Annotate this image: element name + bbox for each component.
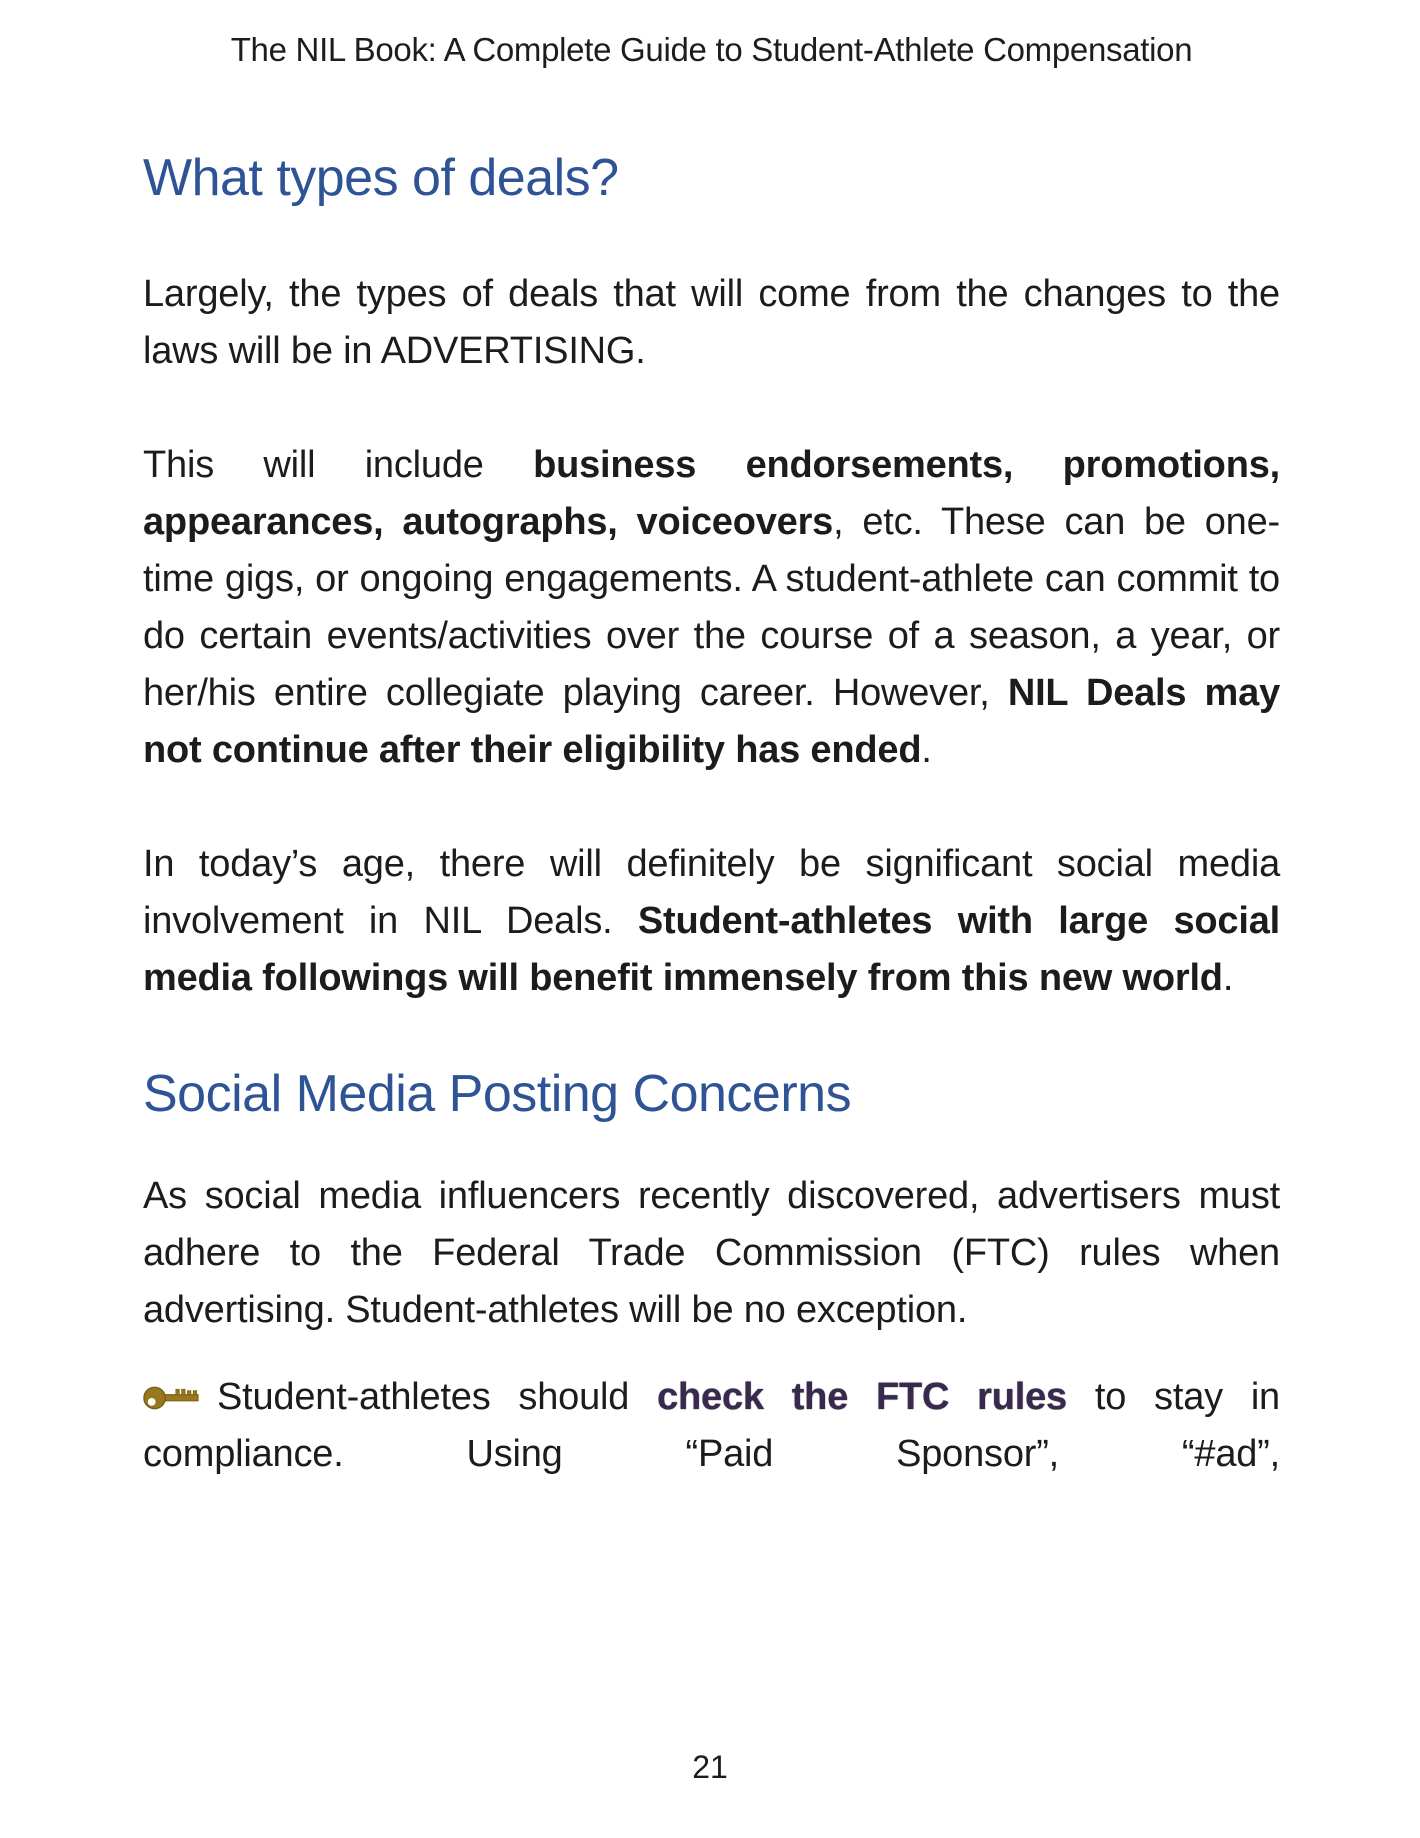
running-header: The NIL Book: A Complete Guide to Student-Athlete Compensation xyxy=(230,31,1193,68)
text-run: , etc. These can be one-time gigs, or ongoing engagements. A student-athlete can commit to do certain events/activities over the course of a season, a year, or her/his entire collegiate playing career. However, xyxy=(143,501,1280,714)
text-run: to stay in compliance. Using “Paid Sponsor”, “#ad”, xyxy=(143,1376,1280,1475)
text-run: This will include xyxy=(143,444,534,486)
text-run: Student-athletes should xyxy=(217,1376,658,1418)
text-run: In today’s age, there will definitely be significant social media involvement in NIL Deals. xyxy=(143,843,1280,942)
text-run: As social media influencers recently discovered, advertisers must adhere to the Federal Trade Commission (FTC) rules when advertising. Student-athletes will be no exception. xyxy=(143,1175,1280,1331)
heading-what-types-of-deals: What types of deals? xyxy=(143,149,619,207)
heading-social-media-posting-concerns: Social Media Posting Concerns xyxy=(143,1065,852,1123)
text-run-bold: Student-athletes with large social media followings will benefit immensely from this new world xyxy=(143,900,1280,999)
paragraph-social-media-involvement xyxy=(143,836,1280,1007)
text-run: . xyxy=(921,729,932,771)
paragraph-advertising xyxy=(143,266,1280,380)
text-run: . xyxy=(1222,957,1234,999)
page-number: 21 xyxy=(692,1749,728,1785)
text-run-bold: NIL Deals may not continue after their eligibility has ended xyxy=(143,672,1280,771)
ftc-rules-link[interactable]: check the FTC rules xyxy=(657,1376,1067,1418)
paragraph-ftc-rules xyxy=(143,1168,1280,1339)
key-icon xyxy=(143,1373,201,1405)
paragraph-compliance xyxy=(143,1369,1280,1483)
paragraph-deal-types xyxy=(143,437,1280,779)
text-run-bold: business endorsements, promotions, appearances, autographs, voiceovers xyxy=(143,444,1281,543)
text-run: Largely, the types of deals that will come from the changes to the laws will be in ADVERTISING. xyxy=(143,273,1280,372)
